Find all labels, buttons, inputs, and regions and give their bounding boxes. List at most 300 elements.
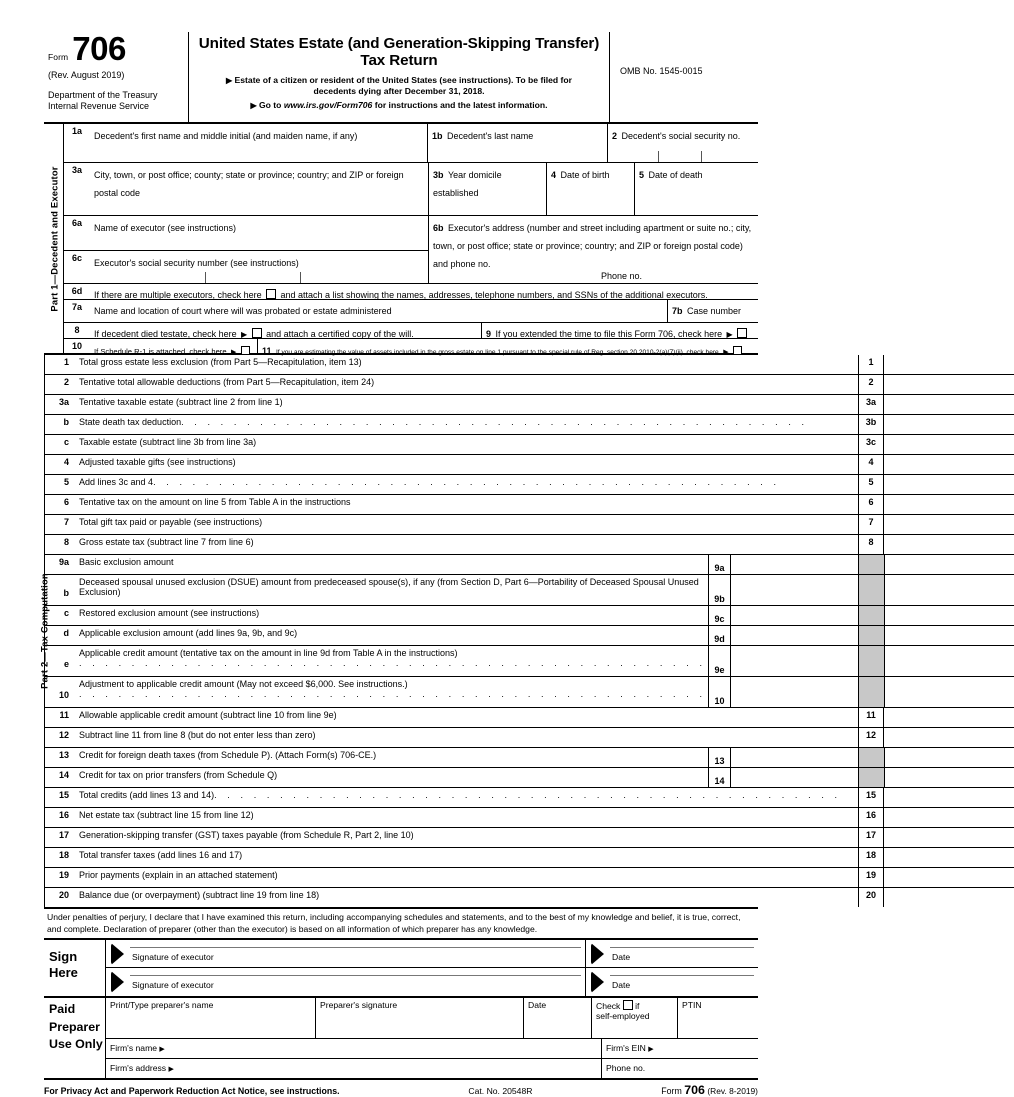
line-description: Adjustment to applicable credit amount (May not exceed $6,000. See instructions.). . . . . . . . . . . . . . . . . . . . . . . . . . . . . . . . . . . . . . . . . . . . . . . . [79,679,707,699]
field-2-number: 2 [612,131,618,141]
shaded-cell [858,626,884,645]
leader-dots: . . . . . . . . . . . . . . . . . . . . . . . . . . . . . . . . . . . . . . . . . . . . . . . . [214,790,842,800]
line-number: 14 [58,770,69,780]
masthead-title-block [189,32,610,122]
executor-ssn-divider-ticks [90,251,428,283]
field-3b-label: Year domicile established [433,170,502,198]
line-number: b [63,417,69,427]
checkbox-11-estimating-assets[interactable] [733,346,742,355]
line-entry-box-middle[interactable] [708,646,858,676]
ssn-divider-ticks [608,124,758,162]
leader-dots: . . . . . . . . . . . . . . . . . . . . . . . . . . . . . . . . . . . . . . . . . . . . . . . . [79,547,707,557]
date-rule-1 [610,947,754,948]
self-employed-check-cell [592,998,678,1038]
subtitle-line-2: decedents dying after December 31, 2018. [313,86,485,97]
leader-dots: . . . . . . . . . . . . . . . . . . . . . . . . . . . . . . . . . . . . . . . . . . . . . . . . [79,720,707,730]
right-triangle-icon-firm-name: ▶ [159,1046,165,1054]
part-2-line-row [45,788,1014,808]
right-triangle-icon-2: ▶ [250,100,257,110]
amount-cell-empty [884,606,1014,625]
line-number: 17 [58,830,69,840]
part-2-line-row [45,728,1014,748]
paid-preparer-label [44,998,106,1078]
field-6b-number: 6b [433,223,444,233]
line-description: Applicable exclusion amount (add lines 9a, 9b, and 9c). . . . . . . . . . . . . . . . . . . . . . . . . . . . . . . . . . . . . . . . . . . . . . . . [79,628,707,648]
signature-caption-2: Signature of executor [132,980,214,991]
field-4-date-of-birth[interactable] [547,163,635,215]
sign-here-body [106,940,758,996]
line-box-number: 9a [709,555,731,574]
field-9-extension [482,323,758,338]
line-description: Prior payments (explain in an attached statement). . . . . . . . . . . . . . . . . . . . . . . . . . . . . . . . . . . . . . . . . . . . . . . . [79,870,707,890]
line-box-number: 12 [858,728,884,747]
amount-entry-field[interactable] [884,435,1014,454]
line-number: e [63,659,69,669]
field-11-number: 11 [262,346,272,356]
leader-dots: . . . . . . . . . . . . . . . . . . . . . . . . . . . . . . . . . . . . . . . . . . . . . . . . [79,567,707,577]
part-2-strip [38,355,50,907]
part-2-line-row [45,355,1014,375]
field-1a-decedent-first-name[interactable] [90,124,428,162]
field-10-schedule-r1 [90,339,258,356]
line-box-number: 3b [858,415,884,434]
executor-signature-field-1[interactable] [128,940,586,967]
firm-address-row [106,1059,758,1078]
preparer-signature-field[interactable] [316,998,524,1038]
privacy-act-notice: For Privacy Act and Paperwork Reduction Act Notice, see instructions. [44,1086,340,1097]
field-10-label: If Schedule R-1 is attached, check here [94,347,227,356]
row-6d [64,283,758,300]
shaded-cell [858,646,884,676]
field-4-number: 4 [551,170,557,180]
line-entry-box-middle[interactable] [708,606,858,625]
amount-entry-field[interactable] [884,495,1014,514]
amount-entry-field[interactable] [884,868,1014,887]
preparer-label-line-1: Paid [49,1002,76,1017]
field-6d-multiple-executors [90,284,758,299]
signature-caption-1: Signature of executor [132,952,214,963]
field-7a-number: 7a [71,302,82,312]
line-description: Total gift tax paid or payable (see instructions). . . . . . . . . . . . . . . . . . . . . . . . . . . . . . . . . . . . . . . . . . . . . . . . [79,517,707,537]
line-description: Gross estate tax (subtract line 7 from line 6). . . . . . . . . . . . . . . . . . . . . . . . . . . . . . . . . . . . . . . . . . . . . . . . [79,537,707,557]
line-description: Adjusted taxable gifts (see instructions). . . . . . . . . . . . . . . . . . . . . . . . . . . . . . . . . . . . . . . . . . . . . . . . [79,457,707,477]
line-box-number: 7 [858,515,884,534]
line-description: Credit for tax on prior transfers (from Schedule Q). . . . . . . . . . . . . . . . . . . . . . . . . . . . . . . . . . . . . . . . . . . . . . . . [79,770,707,790]
field-3a-label: City, town, or post office; county; state or province; country; and ZIP or foreign postal code [94,170,404,198]
footer-form-identifier [661,1083,758,1097]
field-6d-label-pre: If there are multiple executors, check here [94,290,262,300]
firm-name-field[interactable] [106,1039,602,1058]
leader-dots: . . . . . . . . . . . . . . . . . . . . . . . . . . . . . . . . . . . . . . . . . . . . . . . . [79,689,707,699]
field-11-estimating-assets [258,339,758,356]
line-description: Total transfer taxes (add lines 16 and 17). . . . . . . . . . . . . . . . . . . . . . . . . . . . . . . . . . . . . . . . . . . . . . . . [79,850,707,870]
leader-dots: . . . . . . . . . . . . . . . . . . . . . . . . . . . . . . . . . . . . . . . . . . . . . . . . [79,447,707,457]
part-2-line-row [45,415,1014,435]
preparer-date-field[interactable] [524,998,592,1038]
field-3a-number: 3a [71,165,82,175]
field-1b-label: Decedent's last name [446,131,534,141]
shaded-cell [858,606,884,625]
amount-entry-field[interactable] [884,395,1014,414]
amount-entry-field[interactable] [884,888,1014,907]
field-6b-label: Executor's address (number and street including apartment or suite no.; city, town, or post office; state or province; country; and ZIP or foreign postal code) and phone no. [433,223,752,269]
part-2-line-row [45,535,1014,555]
amount-entry-field[interactable] [884,708,1014,727]
right-triangle-icon-firm-ein: ▶ [648,1046,654,1054]
firm-address-field[interactable] [106,1059,602,1078]
leader-dots: . . . . . . . . . . . . . . . . . . . . . . . . . . . . . . . . . . . . . . . . . . . . . . . . [79,527,707,537]
firm-address-caption: Firm's address [110,1063,167,1074]
right-triangle-icon-11: ▶ [723,349,729,356]
right-triangle-icon-10: ▶ [231,349,237,356]
field-6a-label: Name of executor (see instructions) [94,223,237,233]
checkbox-9-extension[interactable] [737,328,747,338]
field-6d-number: 6d [71,286,83,296]
line-description: Credit for foreign death taxes (from Schedule P). (Attach Form(s) 706-CE.) [79,750,377,760]
field-7a-court-name[interactable] [90,300,668,322]
firm-phone-caption: Phone no. [606,1063,646,1074]
field-6b-executor-address[interactable] [429,216,758,282]
sign-arrow-icon-2 [106,968,128,996]
line-box-number: 19 [858,868,884,887]
row-6a [64,216,428,251]
date-caption-2: Date [612,980,631,991]
line-number: 11 [59,710,69,720]
line-number: 10 [58,690,69,700]
field-3b-year-domicile[interactable] [429,163,547,215]
form-masthead [44,32,758,124]
right-triangle-icon-8: ▶ [241,330,248,339]
signature-rule-2 [130,975,581,976]
line-box-number: 3a [858,395,884,414]
amount-entry-field[interactable] [884,788,1014,807]
part-2-line-row [45,475,1014,495]
field-7b-label: Case number [686,306,741,316]
part-2-line-row [45,868,1014,888]
field-10-number: 10 [71,341,82,351]
line-box-number: 3c [858,435,884,454]
leader-dots: . . . . . . . . . . . . . . . . . . . . . . . . . . . . . . . . . . . . . . . . . . . . . . . . [153,477,781,487]
field-11-label: If you are estimating the value of assets included in the gross estate on line 1 pursuant to the special rule of Reg. section 20.2010-2(a)(7)(ii), check here [275,349,719,356]
amount-cell-empty [884,748,1014,767]
check-label-pre: Check [596,1001,621,1012]
executor-date-field-1[interactable] [608,940,758,967]
part-2-lines [45,355,1014,910]
form-body [38,30,877,1097]
signature-rule-1 [130,947,581,948]
line-box-number: 20 [858,888,884,907]
line-description: Allowable applicable credit amount (subtract line 10 from line 9e). . . . . . . . . . . . . . . . . . . . . . . . . . . . . . . . . . . . . . . . . . . . . . . . [79,710,707,730]
form-word-label: Form [48,52,69,62]
part-2-line-row [45,555,1014,575]
right-triangle-icon: ▶ [226,76,233,86]
part-2-line-row [45,626,1014,646]
field-1b-number: 1b [432,131,443,141]
row-6c [64,251,428,283]
form-title-line-1: United States Estate (and Generation-Skipping Transfer) [198,35,600,52]
form-number: 706 [72,30,126,67]
form-revision-date: (Rev. August 2019) [48,70,125,81]
left-address-column [64,163,428,283]
line-number: 13 [58,750,69,760]
line-number: 12 [58,730,69,740]
field-7a-label: Name and location of court where will was probated or estate administered [94,306,392,316]
firm-name-row [106,1039,758,1059]
field-1a-label: Decedent's first name and middle initial (and maiden name, if any) [94,131,358,141]
form-footer [44,1080,758,1097]
line-box-number: 4 [858,455,884,474]
goto-suffix: for instructions and the latest information. [372,99,548,110]
department-line-2: Internal Revenue Service [48,101,150,112]
amount-entry-field[interactable] [884,375,1014,394]
line-description: Balance due (or overpayment) (subtract line 19 from line 18). . . . . . . . . . . . . . . . . . . . . . . . . . . . . . . . . . . . . . . . . . . . . . . . [79,890,707,910]
line-description: Taxable estate (subtract line 3b from line 3a). . . . . . . . . . . . . . . . . . . . . . . . . . . . . . . . . . . . . . . . . . . . . . . . [79,437,707,457]
line-box-number: 11 [858,708,884,727]
line-number: 9a [58,557,69,567]
part-2-line-row [45,646,1014,677]
part-2-line-row [45,828,1014,848]
line-entry-box-middle[interactable] [708,768,858,787]
field-4-label: Date of birth [560,170,610,180]
line-number: b [63,588,69,598]
line-number: 15 [58,790,69,800]
line-box-number: 15 [858,788,884,807]
line-entry-box-middle[interactable] [708,677,858,707]
field-3b-number: 3b [433,170,444,180]
sign-arrow-icon-date-2 [586,968,608,996]
field-8-number: 8 [74,325,80,335]
ptin-caption: PTIN [682,1000,702,1011]
line-box-number: 9e [709,646,731,676]
part-2-line-row [45,375,1014,395]
preparer-label-line-3: Use Only [49,1037,103,1052]
self-employed-label: self-employed [596,1011,650,1022]
checkbox-6d-multiple-executors[interactable] [266,289,276,299]
line-entry-box-middle[interactable] [708,626,858,645]
line-number: 8 [63,537,69,547]
executor-signature-field-2[interactable] [128,968,586,996]
line-description: Total gross estate less exclusion (from Part 5—Recapitulation, item 13). . . . . . . . . . . . . . . . . . . . . . . . . . . . . . . . . . . . . . . . . . . . . . . . [79,357,707,377]
amount-entry-field[interactable] [884,848,1014,867]
field-8-label-pre: If decedent died testate, check here [94,329,237,339]
line-box-number: 9b [709,575,731,605]
amount-entry-field[interactable] [884,728,1014,747]
signature-row-2 [106,968,758,996]
firm-phone-field[interactable] [602,1059,758,1078]
field-2-label: Decedent's social security no. [621,131,741,141]
line-box-number: 9d [709,626,731,645]
line-number: 1 [63,357,69,367]
part-2-line-row [45,455,1014,475]
shaded-cell [858,677,884,707]
amount-cell-empty [884,555,1014,574]
part-2-line-row [45,606,1014,626]
amount-entry-field[interactable] [884,808,1014,827]
right-triangle-icon-9: ▶ [726,330,733,339]
sign-label-line-1: Sign [49,949,78,965]
row-address-block [64,163,758,283]
field-6c-label: Executor's social security number (see instructions) [94,258,299,268]
department-line-1: Department of the Treasury [48,90,158,101]
field-6c-executor-ssn[interactable] [90,251,428,283]
amount-entry-field[interactable] [884,515,1014,534]
checkbox-self-employed[interactable] [623,1000,633,1010]
line-entry-box-middle[interactable] [708,575,858,605]
date-caption-1: Date [612,952,631,963]
line-box-number: 13 [709,748,731,767]
leader-dots: . . . . . . . . . . . . . . . . . . . . . . . . . . . . . . . . . . . . . . . . . . . . . . . . [79,467,707,477]
leader-dots: . . . . . . . . . . . . . . . . . . . . . . . . . . . . . . . . . . . . . . . . . . . . . . . . [79,860,707,870]
line-number: 16 [58,810,69,820]
firm-ein-caption: Firm's EIN [606,1043,646,1054]
field-6c-number: 6c [71,253,82,263]
shaded-cell [858,575,884,605]
line-box-number: 6 [858,495,884,514]
field-5-date-of-death[interactable] [635,163,758,215]
catalog-number: Cat. No. 20548R [468,1086,533,1097]
leader-dots: . . . . . . . . . . . . . . . . . . . . . . . . . . . . . . . . . . . . . . . . . . . . . . . . [79,658,707,668]
amount-entry-field[interactable] [884,828,1014,847]
amount-entry-field[interactable] [884,475,1014,494]
line-box-number: 18 [858,848,884,867]
line-box-number: 14 [709,768,731,787]
part-1-body [64,124,758,356]
field-5-label: Date of death [648,170,703,180]
footer-form-word: Form [661,1086,682,1097]
leader-dots: . . . . . . . . . . . . . . . . . . . . . . . . . . . . . . . . . . . . . . . . . . . . . . . . [79,367,707,377]
part-2-line-row [45,808,1014,828]
preparer-signature-caption: Preparer's signature [320,1000,398,1011]
amount-entry-field[interactable] [884,455,1014,474]
sign-label-line-2: Here [49,965,78,981]
line-description: Total credits (add lines 13 and 14). . . . . . . . . . . . . . . . . . . . . . . . . . . . . . . . . . . . . . . . . . . . . . . . [79,790,842,800]
part-2-line-row [45,515,1014,535]
sign-here-label [44,940,106,996]
ptin-field[interactable] [678,998,758,1038]
line-number: c [63,437,69,447]
field-6a-number: 6a [71,218,82,228]
shaded-cell [858,748,884,767]
leader-dots: . . . . . . . . . . . . . . . . . . . . . . . . . . . . . . . . . . . . . . . . . . . . . . . . [79,880,707,890]
leader-dots: . . . . . . . . . . . . . . . . . . . . . . . . . . . . . . . . . . . . . . . . . . . . . . . . [181,417,809,427]
preparer-name-caption: Print/Type preparer's name [110,1000,214,1011]
line-box-number: 9c [709,606,731,625]
line-number: d [63,628,69,638]
part-1-strip-label: Part 1—Decedent and Executor [48,165,59,312]
leader-dots: . . . . . . . . . . . . . . . . . . . . . . . . . . . . . . . . . . . . . . . . . . . . . . . . [79,618,707,628]
row-8-9 [64,323,758,339]
row-7a-7b [64,300,758,323]
line-box-number: 16 [858,808,884,827]
part-1-strip [44,124,64,353]
line-number: 5 [63,477,69,487]
field-1b-decedent-last-name[interactable] [428,124,608,162]
subtitle-line-1: Estate of a citizen or resident of the United States (see instructions). To be filed for [234,75,572,86]
leader-dots: . . . . . . . . . . . . . . . . . . . . . . . . . . . . . . . . . . . . . . . . . . . . . . . . [79,820,707,830]
line-description: Basic exclusion amount. . . . . . . . . . . . . . . . . . . . . . . . . . . . . . . . . . . . . . . . . . . . . . . . [79,557,707,577]
field-8-testate [90,323,482,338]
field-1a-number: 1a [71,126,82,136]
field-9-label: If you extended the time to file this Form 706, check here [495,329,723,339]
amount-cell-empty [884,646,1014,676]
firm-name-caption: Firm's name [110,1043,158,1054]
masthead-left-block [44,32,189,122]
part-2-line-row [45,708,1014,728]
amount-cell-empty [884,677,1014,707]
field-6a-executor-name[interactable] [90,216,428,250]
right-triangle-icon-firm-address: ▶ [168,1066,174,1074]
field-9-number: 9 [486,329,492,339]
field-6b-phone-label: Phone no. [601,271,643,281]
row-names [64,124,758,163]
irs-url[interactable]: www.irs.gov/Form706 [283,99,373,110]
check-label-post: if [635,1001,640,1012]
line-box-number: 1 [858,355,884,374]
line-number: 18 [58,850,69,860]
row-10-11 [64,339,758,356]
line-box-number: 10 [709,677,731,707]
paid-preparer-section [44,998,758,1080]
amount-cell-empty [884,626,1014,645]
line-number: 20 [58,890,69,900]
shaded-cell [858,555,884,574]
sign-here-section [44,940,758,998]
line-number: 19 [58,870,69,880]
amount-entry-field[interactable] [884,535,1014,554]
firm-ein-field[interactable] [602,1039,758,1058]
line-description: Add lines 3c and 4. . . . . . . . . . . . . . . . . . . . . . . . . . . . . . . . . . . . . . . . . . . . . . . . [79,477,781,487]
checkbox-10-schedule-r1[interactable] [241,346,250,355]
line-box-number: 17 [858,828,884,847]
part-2-line-row [45,888,1014,910]
sign-arrow-icon-date-1 [586,940,608,967]
amount-entry-field[interactable] [884,355,1014,374]
preparer-name-field[interactable] [106,998,316,1038]
footer-form-number: 706 [684,1083,705,1097]
line-number: 4 [63,457,69,467]
part-2-line-row [45,575,1014,606]
form-title-line-2: Tax Return [360,52,438,70]
perjury-statement: Under penalties of perjury, I declare that I have examined this return, including accompanying schedules and statements, and to the best of my knowledge and belief, it is true, correct, and complete. Declaration of preparer (other than the executor) is based on all information of which preparer has any knowledge. [44,909,758,940]
field-2-decedent-ssn[interactable] [608,124,758,162]
line-number: 6 [63,497,69,507]
leader-dots: . . . . . . . . . . . . . . . . . . . . . . . . . . . . . . . . . . . . . . . . . . . . . . . . [79,507,707,517]
leader-dots: . . . . . . . . . . . . . . . . . . . . . . . . . . . . . . . . . . . . . . . . . . . . . . . . [79,387,707,397]
amount-cell-empty [884,768,1014,787]
line-description: State death tax deduction. . . . . . . . . . . . . . . . . . . . . . . . . . . . . . . . . . . . . . . . . . . . . . . . [79,417,809,427]
part-2-section [38,355,877,910]
shaded-cell [858,768,884,787]
line-entry-box-middle[interactable] [708,555,858,574]
line-entry-box-middle[interactable] [708,748,858,767]
part-2-line-row [45,435,1014,455]
executor-date-field-2[interactable] [608,968,758,996]
row-3b-4-5 [429,163,758,216]
checkbox-8-testate[interactable] [252,328,262,338]
line-number: 2 [63,377,69,387]
line-description: Applicable credit amount (tentative tax on the amount in line 9d from Table A in the instructions). . . . . . . . . . . . . . . . . . . . . . . . . . . . . . . . . . . . . . . . . . . . . . . . [79,648,707,668]
line-number: 3a [58,397,69,407]
line-description: Tentative taxable estate (subtract line 2 from line 1). . . . . . . . . . . . . . . . . . . . . . . . . . . . . . . . . . . . . . . . . . . . . . . . [79,397,707,417]
field-3a-city-state-zip[interactable] [90,163,428,215]
field-6d-label-post: and attach a list showing the names, addresses, telephone numbers, and SSNs of the additional executors. [280,290,708,300]
field-7b-case-number[interactable] [668,300,758,322]
part-2-strip-label: Part 2—Tax Computation [38,573,50,689]
leader-dots: . . . . . . . . . . . . . . . . . . . . . . . . . . . . . . . . . . . . . . . . . . . . . . . . [79,900,707,910]
line-description: Tentative tax on the amount on line 5 from Table A in the instructions. . . . . . . . . . . . . . . . . . . . . . . . . . . . . . . . . . . . . . . . . . . . . . . . [79,497,707,517]
amount-entry-field[interactable] [884,415,1014,434]
line-number: 7 [63,517,69,527]
